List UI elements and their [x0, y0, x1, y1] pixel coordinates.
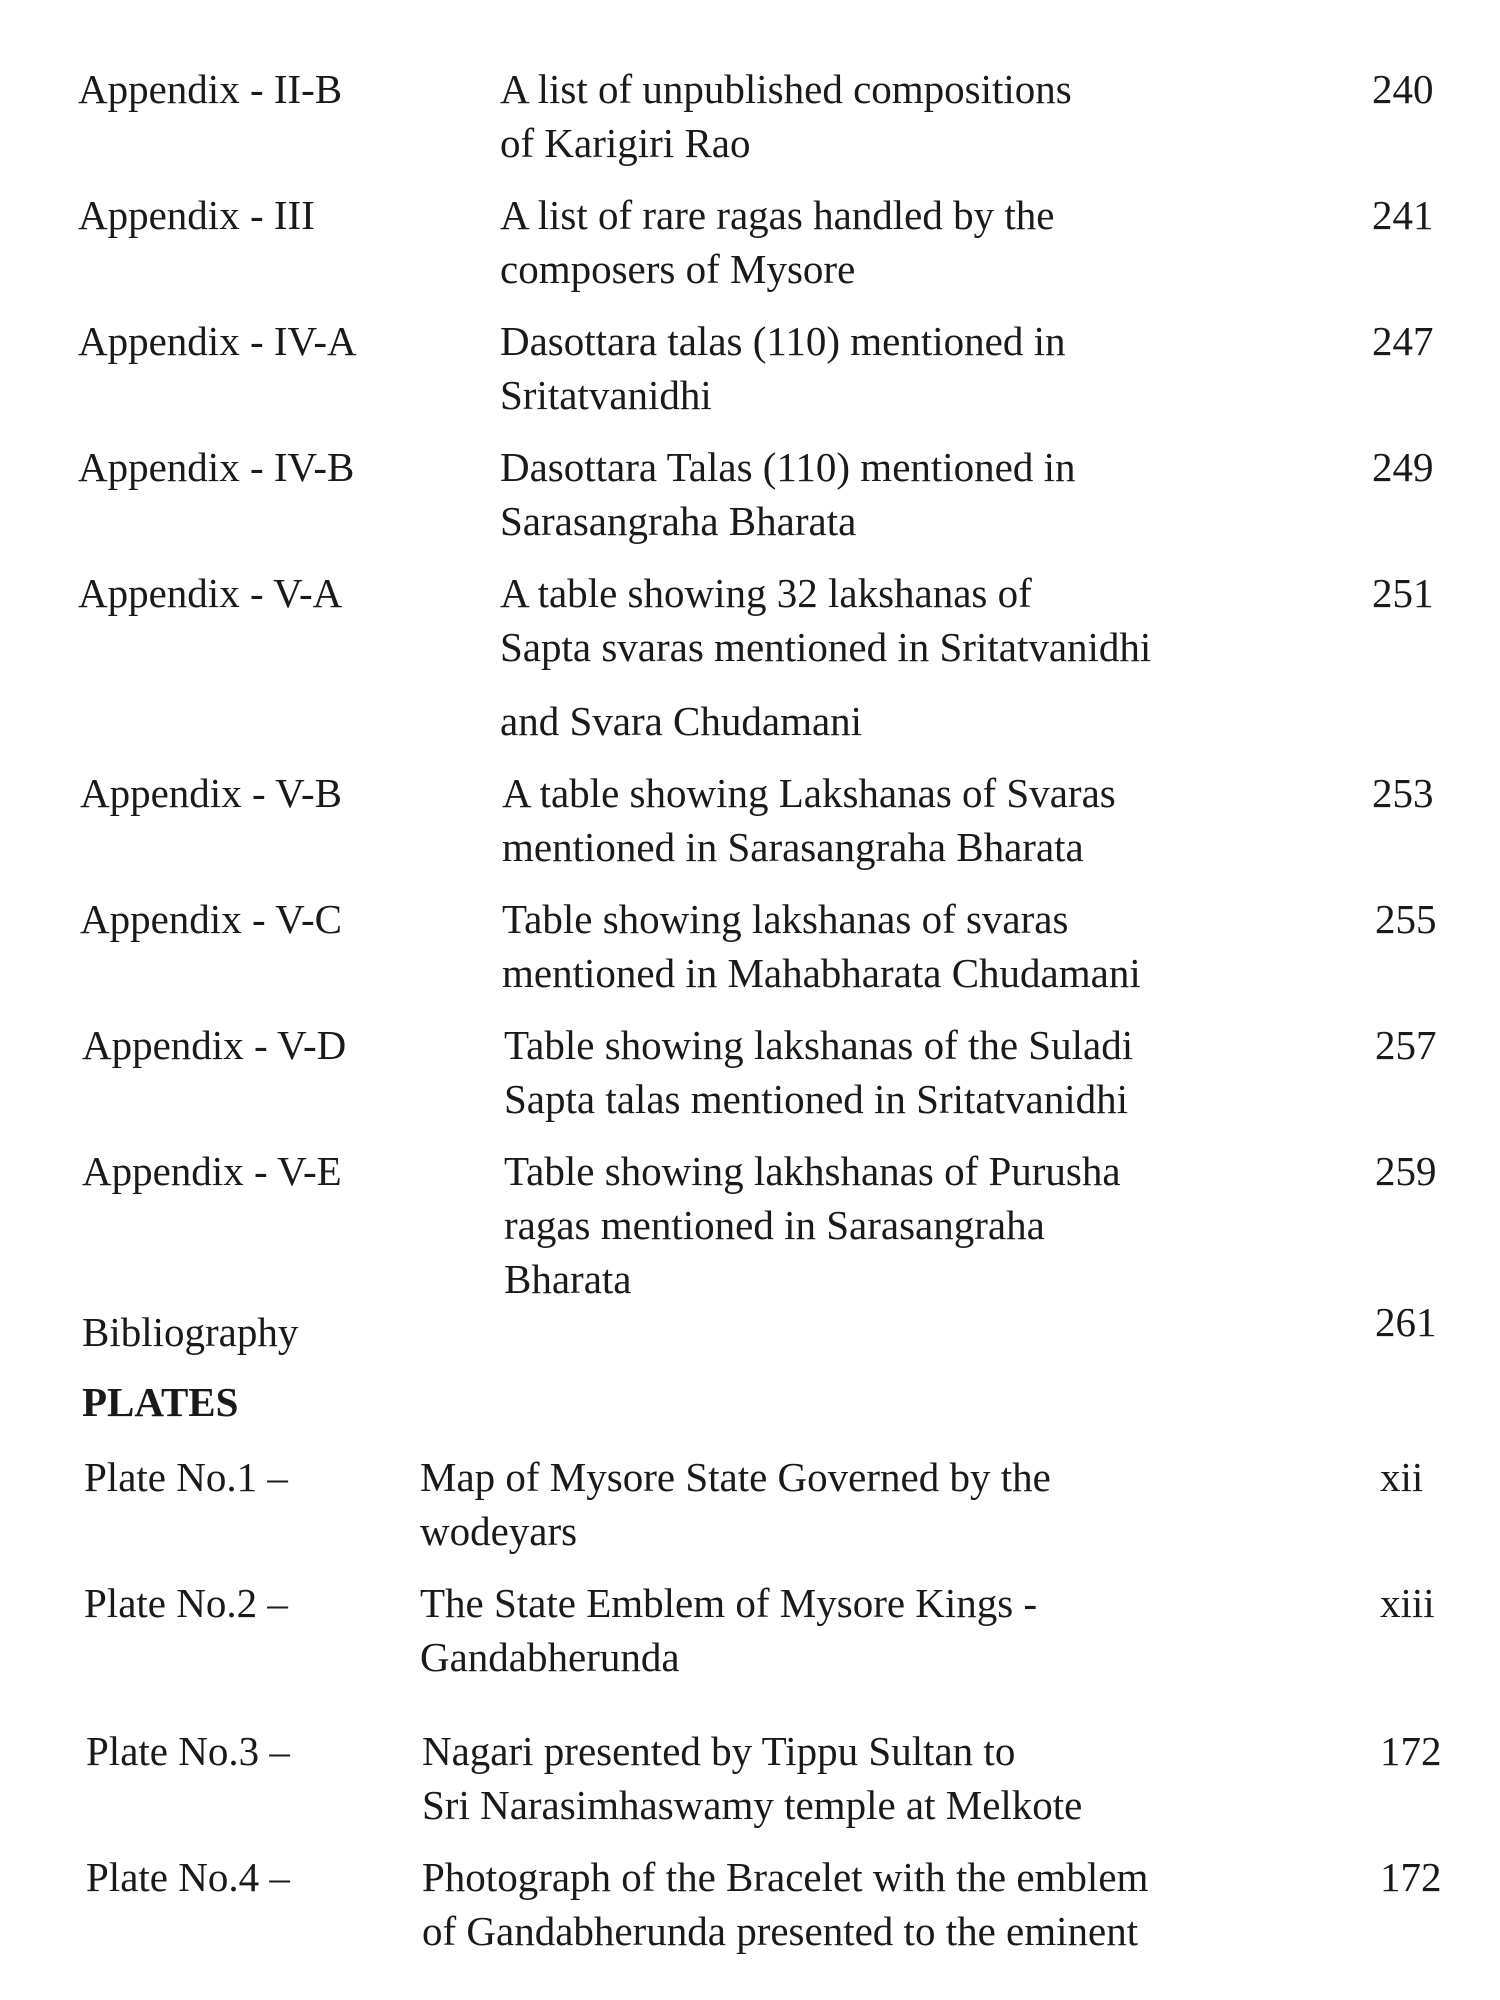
entry-page-number: 251 — [1372, 570, 1434, 616]
entry-label: Plate No.4 – — [86, 1854, 290, 1900]
entry-label: Appendix - IV-B — [78, 444, 355, 490]
description-line: A table showing 32 lakshanas of — [500, 570, 1032, 616]
description-line: and Svara Chudamani — [500, 698, 863, 744]
description-line: Sritatvanidhi — [500, 372, 712, 418]
entry-label: Plate No.2 – — [84, 1580, 288, 1626]
entry-description — [422, 1724, 1082, 1832]
plates-heading: PLATES — [82, 1379, 239, 1425]
entry-description — [500, 62, 1072, 170]
description-line: The State Emblem of Mysore Kings - — [420, 1580, 1038, 1626]
entry-page-number: xiii — [1380, 1580, 1435, 1626]
entry-description — [504, 1144, 1121, 1306]
description-line: Bharata — [504, 1256, 632, 1302]
entry-description — [502, 892, 1141, 1000]
description-line: mentioned in Mahabharata Chudamani — [502, 950, 1141, 996]
description-line: Sarasangraha Bharata — [500, 498, 857, 544]
description-line: Nagari presented by Tippu Sultan to — [422, 1728, 1016, 1774]
entry-description — [500, 566, 1151, 748]
entry-label: Appendix - II-B — [78, 66, 343, 112]
entry-description — [500, 440, 1076, 548]
entry-page-number: 241 — [1372, 192, 1434, 238]
description-line: Map of Mysore State Governed by the — [420, 1454, 1051, 1500]
description-line: Sapta svaras mentioned in Sritatvanidhi — [500, 624, 1152, 670]
entry-label: Appendix - V-A — [78, 570, 343, 616]
description-line: Sri Narasimhaswamy temple at Melkote — [422, 1782, 1083, 1828]
entry-page-number: 255 — [1375, 896, 1437, 942]
entry-label: Appendix - V-B — [80, 770, 342, 816]
entry-page-number: 257 — [1375, 1022, 1437, 1068]
description-line: Dasottara Talas (110) mentioned in — [500, 444, 1076, 490]
entry-page-number: 172 — [1380, 1854, 1442, 1900]
entry-label: Appendix - IV-A — [78, 318, 357, 364]
entry-description — [502, 766, 1116, 874]
entry-label: Appendix - V-C — [80, 896, 342, 942]
entry-description — [500, 188, 1054, 296]
description-line: A table showing Lakshanas of Svaras — [502, 770, 1116, 816]
entry-description — [504, 1018, 1133, 1126]
entry-label: Appendix - V-E — [82, 1148, 342, 1194]
description-line: Table showing lakhshanas of Purusha — [504, 1148, 1121, 1194]
bibliography-page-number: 261 — [1375, 1299, 1437, 1345]
entry-description — [420, 1576, 1037, 1684]
description-line: wodeyars — [420, 1508, 578, 1554]
description-line: Table showing lakshanas of svaras — [502, 896, 1069, 942]
bibliography-label: Bibliography — [82, 1309, 299, 1355]
entry-page-number: 253 — [1372, 770, 1434, 816]
description-line: ragas mentioned in Sarasangraha — [504, 1202, 1045, 1248]
description-line: composers of Mysore — [500, 246, 856, 292]
entry-page-number: 247 — [1372, 318, 1434, 364]
entry-page-number: 259 — [1375, 1148, 1437, 1194]
description-line: Gandabherunda — [420, 1634, 680, 1680]
description-line: of Gandabherunda presented to the eminent — [422, 1908, 1139, 1954]
entry-page-number: xii — [1380, 1454, 1424, 1500]
description-line: Photograph of the Bracelet with the emblem — [422, 1854, 1149, 1900]
entry-description — [420, 1450, 1051, 1558]
entry-description — [422, 1850, 1148, 1958]
description-line: of Karigiri Rao — [500, 120, 751, 166]
entry-page-number: 249 — [1372, 444, 1434, 490]
description-line: Dasottara talas (110) mentioned in — [500, 318, 1066, 364]
entry-label: Plate No.3 – — [86, 1728, 290, 1774]
description-line: Table showing lakshanas of the Suladi — [504, 1022, 1134, 1068]
description-line: A list of unpublished compositions — [500, 66, 1072, 112]
entry-page-number: 172 — [1380, 1728, 1442, 1774]
description-line: A list of rare ragas handled by the — [500, 192, 1055, 238]
entry-label: Appendix - III — [78, 192, 315, 238]
description-line: Sapta talas mentioned in Sritatvanidhi — [504, 1076, 1128, 1122]
entry-label: Plate No.1 – — [84, 1454, 288, 1500]
entry-label: Appendix - V-D — [82, 1022, 347, 1068]
entry-description — [500, 314, 1065, 422]
entry-page-number: 240 — [1372, 66, 1434, 112]
description-line: mentioned in Sarasangraha Bharata — [502, 824, 1084, 870]
